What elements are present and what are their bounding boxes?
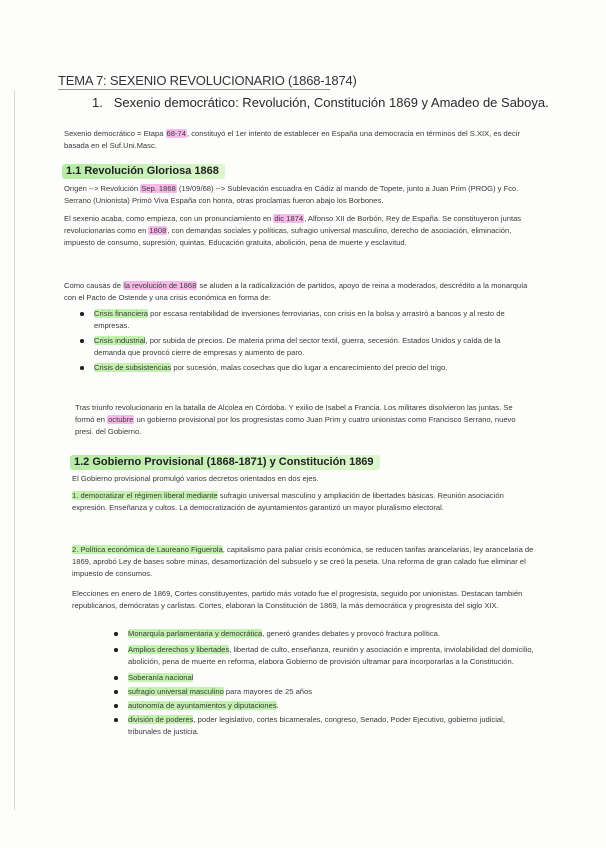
end-text-a: El sexenio acaba, como empieza, con un pronunciamiento en bbox=[64, 214, 274, 223]
constitution-list bbox=[128, 628, 538, 738]
bullet-highlight: Monarquía parlamentaria y democrática bbox=[128, 629, 263, 638]
bullet-highlight: sufragio universal masculino bbox=[128, 687, 224, 696]
aftermath-highlight: octubre bbox=[108, 415, 134, 424]
list-item bbox=[128, 714, 538, 738]
bullet-highlight: Soberanía nacional bbox=[128, 673, 194, 682]
decree-2-text: , capitalismo para paliar crisis económica, se reducen tarifas arancelarias, ley arancelaria de 1869, aprobó Ley de bases sobre minas, desamortización del subsuelo y se creó la peseta. Una reforma de gran calado fue eliminar el impuesto de consumos. bbox=[72, 545, 534, 578]
decree-2-highlight: 2. Política económica de Laureano Figuerola bbox=[72, 545, 223, 554]
bullet-dot-icon bbox=[114, 632, 118, 636]
bullet-dot-icon bbox=[114, 676, 118, 680]
elections-paragraph: Elecciones en enero de 1869, Cortes constituyentes, partido más votado fue el progresista, seguido por unionistas. Destacan también republicanos, demócratas y carlistas. Cortes, elaboran la Constitución de 1869, la más democrática y progresista del siglo XIX. bbox=[72, 589, 523, 610]
title-underline bbox=[58, 89, 330, 90]
bullet-highlight: Crisis industrial bbox=[94, 336, 146, 345]
intro-text-a: Sexenio democrático = Etapa bbox=[64, 129, 166, 138]
bullet-highlight: división de poderes bbox=[128, 715, 194, 724]
list-item bbox=[94, 362, 530, 374]
causes-paragraph bbox=[64, 280, 530, 304]
bullet-highlight: Crisis financiera bbox=[94, 309, 149, 318]
bullet-dot-icon bbox=[80, 339, 84, 343]
decree-item-2 bbox=[72, 544, 536, 580]
section-1-number: 1. bbox=[92, 95, 103, 110]
bullet-text: , por subida de precios. De materia prima del sector textil, guerra, secesión. Estados Unidos y caída de la demanda que provocó cierre de empresas y aumento de paro. bbox=[94, 336, 501, 357]
section-1-heading bbox=[92, 95, 549, 110]
section-1-2-heading: 1.2 Gobierno Provisional (1868-1871) y Constitución 1869 bbox=[70, 455, 380, 470]
end-highlight-1: dic 1874 bbox=[274, 214, 304, 223]
bullet-text: , libertad de culto, enseñanza, reunión y asociación e imprenta, inviolabilidad del domicilio, abolición, pena de muerte en reforma, elabora Gobierno de provisión ultramar para incorporarlas a la Constitución. bbox=[128, 645, 534, 666]
aftermath-text-a: Tras triunfo revolucionario en la batalla de Alcolea en Córdoba. Y exilio de Isabel a Francia. Los militares disolvieron las juntas. Se formó en bbox=[75, 403, 513, 424]
bullet-text: , generó grandes debates y provocó fractura política. bbox=[262, 629, 440, 638]
bullet-dot-icon bbox=[114, 718, 118, 722]
causes-text-a: Como causas de bbox=[64, 281, 124, 290]
origin-text-b: (19/09/68) --> Sublevación escuadra en Cádiz al mando de Topete, junto a Juan Prim (PROG) y Fco. Serrano (Unionista) Primó Viva España con honra, otras proclamas fueron abajo los Borbones. bbox=[64, 184, 519, 205]
bullet-highlight: Crisis de subsistencias bbox=[94, 363, 172, 372]
list-item bbox=[128, 700, 538, 712]
list-item bbox=[128, 672, 538, 684]
section-1-2 bbox=[70, 452, 380, 470]
section-1-title: Sexenio democrático: Revolución, Constitución 1869 y Amadeo de Saboya. bbox=[113, 95, 549, 110]
section-1-1-heading: 1.1 Revolución Gloriosa 1868 bbox=[62, 164, 225, 179]
causes-list bbox=[94, 308, 530, 374]
bullet-text: , poder legislativo, cortes bicamerales, congreso, Senado, Poder Ejecutivo, gobierno judicial, tribunales de justicia. bbox=[128, 715, 505, 736]
bullet-highlight: Amplios derechos y libertades bbox=[128, 645, 230, 654]
origin-highlight: Sep. 1868 bbox=[141, 184, 176, 193]
bullet-dot-icon bbox=[114, 648, 118, 652]
decree-item-1 bbox=[72, 490, 534, 514]
aftermath-text-b: un gobierno provisional por los progresistas como Juan Prim y cuatro unionistas como Francisco Serrano, nuevo presi. del Gobierno. bbox=[75, 415, 516, 436]
scan-edge-line bbox=[14, 90, 15, 810]
bullet-text: por escasa rentabilidad de inversiones ferroviarias, con crisis en la bolsa y arrastró a bancos y al resto de empresas. bbox=[94, 309, 505, 330]
intro-highlight: 68-74 bbox=[166, 129, 186, 138]
bullet-highlight: autonomía de ayuntamientos y diputaciones bbox=[128, 701, 277, 710]
origin-text-a: Origen --> Revolución bbox=[64, 184, 141, 193]
aftermath-paragraph bbox=[75, 402, 533, 438]
intro-text-b: , constituyó el 1er intento de establecer en España una democracia en términos del S.XIX, es decir basada en el Suf.Uni.Masc. bbox=[64, 129, 521, 150]
section-1-1 bbox=[62, 161, 225, 179]
end-highlight-2: 1808 bbox=[149, 226, 167, 235]
bullet-dot-icon bbox=[80, 312, 84, 316]
list-item bbox=[94, 335, 530, 359]
bullet-dot-icon bbox=[114, 690, 118, 694]
causes-text-b: se aluden a la radicalización de partidos, apoyo de reina a moderados, descrédito a la monarquía con el Pacto de Ostende y una crisis económica en forma de: bbox=[64, 281, 528, 302]
list-item bbox=[94, 308, 530, 332]
list-item bbox=[128, 628, 538, 640]
decrees-intro: El Gobierno provisional promulgó varios decretos orientados en dos ejes. bbox=[72, 474, 319, 483]
bullet-dot-icon bbox=[80, 366, 84, 370]
causes-highlight: la revolución de 1868 bbox=[124, 281, 197, 290]
bullet-text: . bbox=[276, 701, 279, 710]
intro-paragraph bbox=[64, 128, 534, 152]
end-text-c: , con demandas sociales y políticas, sufragio universal masculino, derecho de asociación, eliminación, impuesto de consumo, supresión, quintas. Educación gratuita, abolición, pena de muerte y esclavitud. bbox=[64, 226, 512, 247]
bullet-text: por sucesión, malas cosechas que dio lugar a encarecimiento del precio del trigo. bbox=[171, 363, 448, 372]
origin-paragraph bbox=[64, 183, 530, 207]
list-item bbox=[128, 686, 538, 698]
bullet-text: para mayores de 25 años bbox=[223, 687, 313, 696]
document-title: TEMA 7: SEXENIO REVOLUCIONARIO (1868-1874) bbox=[58, 73, 357, 88]
decree-1-text: sufragio universal masculino y ampliación de libertades básicas. Reunión asociación expresión. Enseñanza y cultos. La democratización de ayuntamientos garantizó un mayor pluralismo electoral. bbox=[72, 491, 504, 512]
decree-1-highlight: 1. democratizar el régimen liberal mediante bbox=[72, 491, 218, 500]
end-paragraph bbox=[64, 213, 534, 249]
bullet-dot-icon bbox=[114, 704, 118, 708]
list-item bbox=[128, 644, 538, 668]
end-text-b: , Alfonso XII de Borbón, Rey de España. Se constituyeron juntas revolucionarias como en bbox=[64, 214, 522, 235]
